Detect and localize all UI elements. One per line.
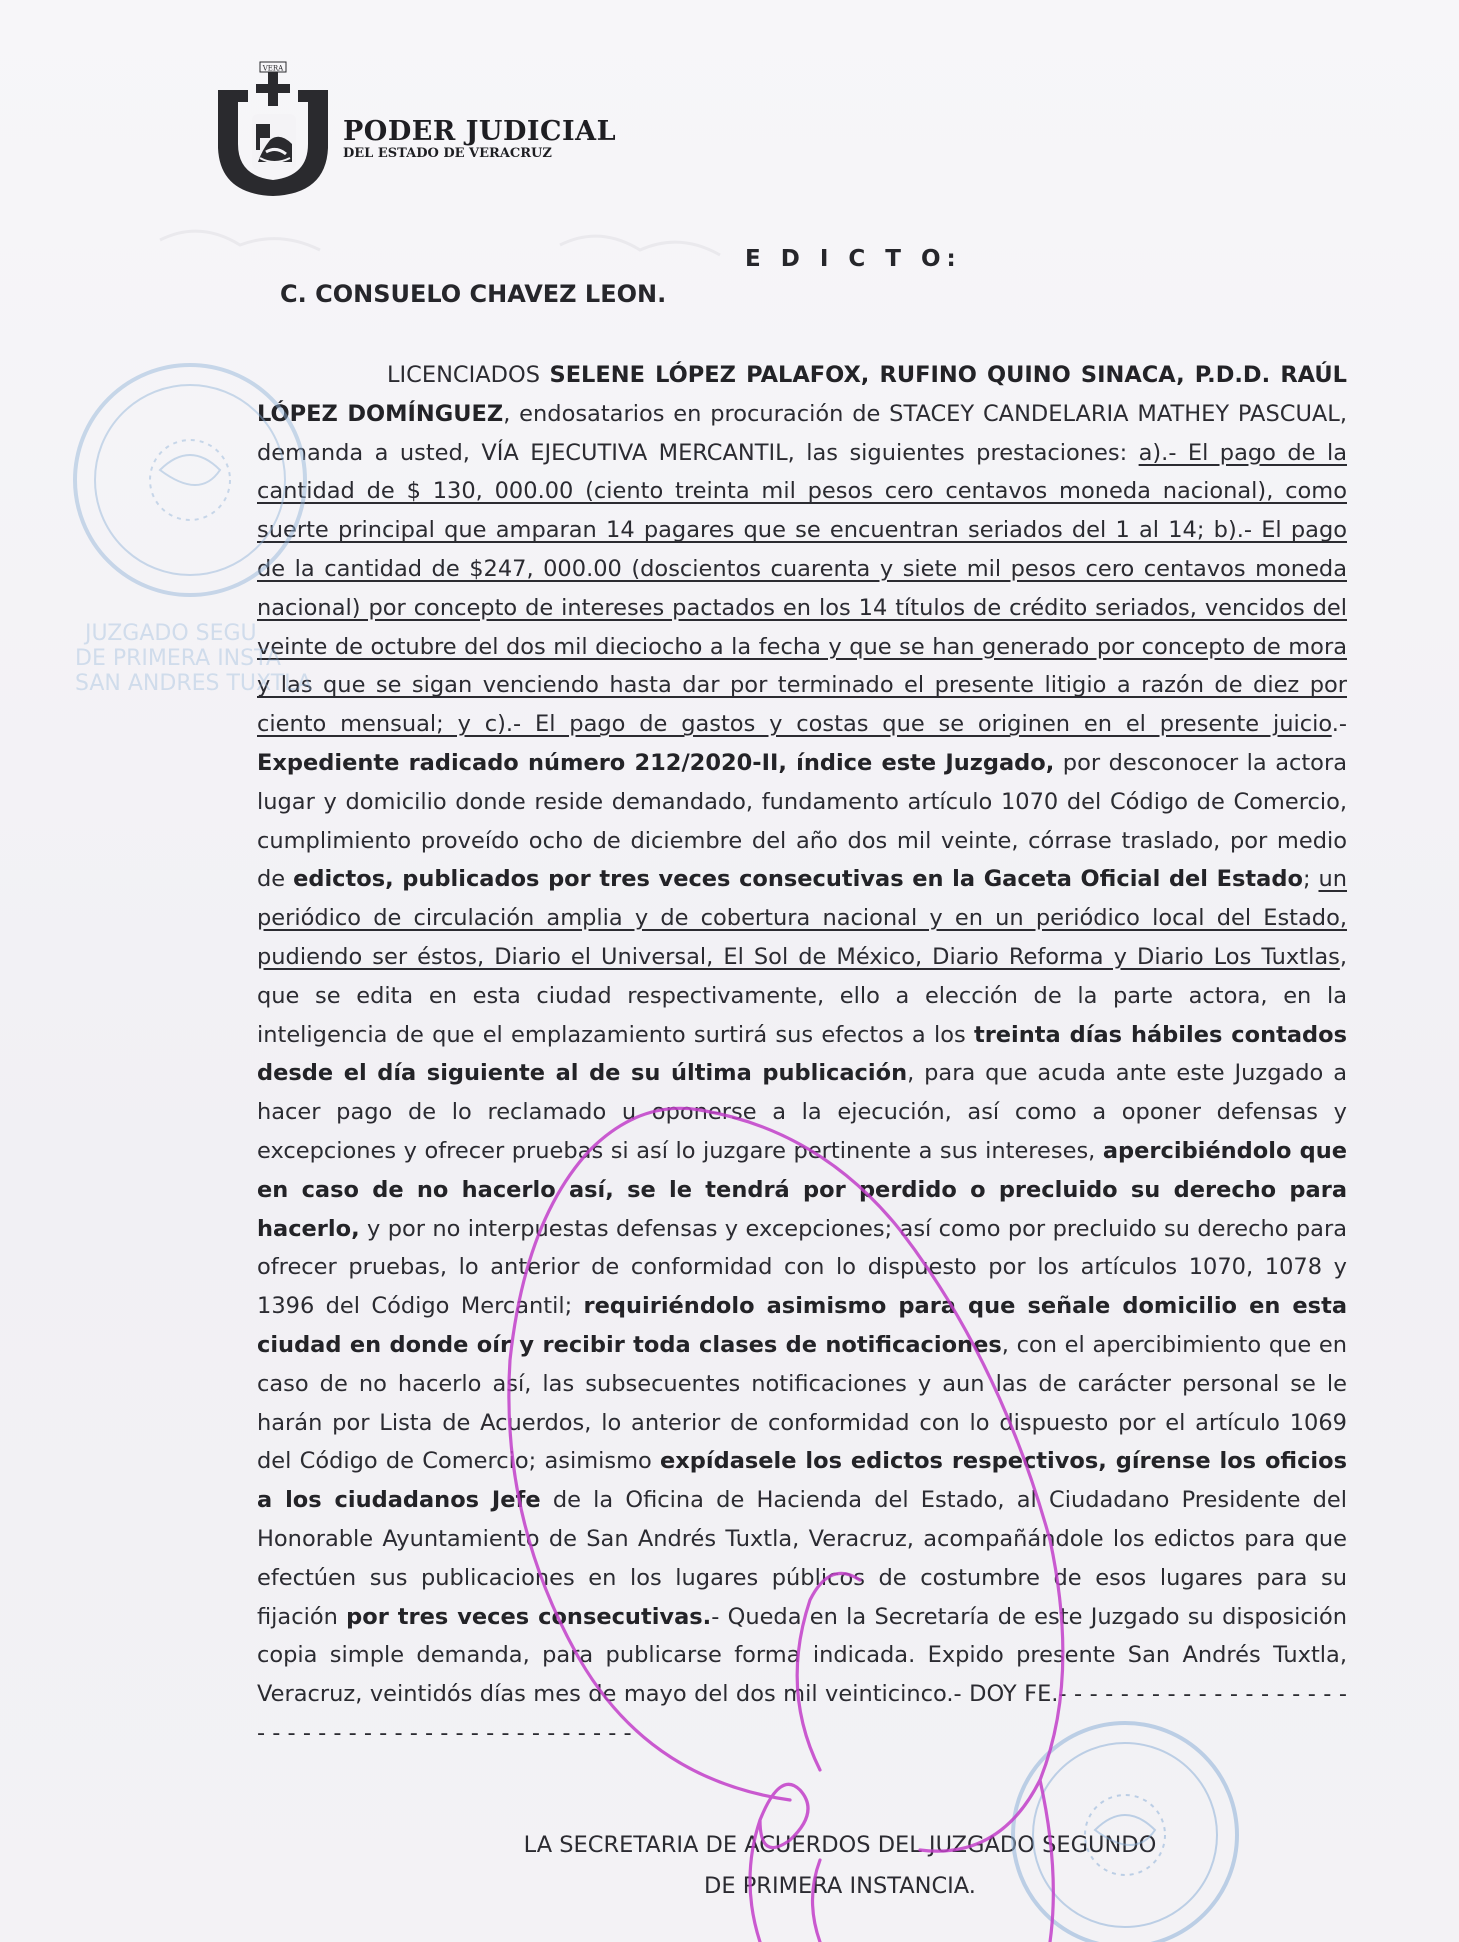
- signature-title-line-1: LA SECRETARIA DE ACUERDOS DEL JUZGADO SEGUNDO: [523, 1832, 1157, 1858]
- faint-watermark: [160, 231, 720, 255]
- body-text: , con el apercibimiento que en caso de no hacerlo así, las subsecuentes notificaciones y aun las de carácter personal se le harán por Lista de Acuerdos, lo anterior de conformidad con lo dispuesto por el artículo 1069 del Código de Comercio; asimismo: [257, 1331, 1347, 1475]
- seal-text: VERA: [262, 64, 284, 73]
- poder-judicial-seal-icon: [208, 58, 338, 198]
- body-text: , endosatarios en procuración de STACEY CANDELARIA MATHEY PASCUAL, demanda a usted, VÍA EJECUTIVA MERCANTIL, las siguientes prestaciones:: [257, 400, 1347, 466]
- body-text: y por no interpuestas defensas y excepciones; así como por precluido su derecho para ofrecer pruebas, lo anterior de conformidad con lo dispuesto por los artículos 1070, 1078 y 1396 del Código Mercantil;: [257, 1215, 1347, 1320]
- body-underlined-claims: a).- El pago de la cantidad de $ 130, 000.00 (ciento treinta mil pesos cero centavos moneda nacional), como suerte principal que amparan 14 pagares que se encuentran seriados del 1 al 14; b).- El pago de la cantidad de $247, 000.00 (doscientos cuarenta y siete mil pesos cero centavos moneda nacional) por concepto de intereses pactados en los 14 títulos de crédito seriados, vencidos del veinte de octubre del dos mil dieciocho a la fecha y que se han generado por concepto de mora y las que se sigan venciendo hasta dar por terminado el presente litigio a razón de diez por ciento mensual; y c).- El pago de gastos y costas que se originen en el presente juicio: [257, 439, 1347, 738]
- org-subtitle: DEL ESTADO DE VERACRUZ: [343, 146, 552, 161]
- document-title: E D I C T O:: [745, 246, 962, 272]
- body-text: de la Oficina de Hacienda del Estado, al Ciudadano Presidente del Honorable Ayuntamiento de San Andrés Tuxtla, Veracruz, acompañándole los edictos para que efectúen sus publicaciones en los lugares públicos de costumbre de esos lugares para su fijación: [257, 1487, 1347, 1630]
- body-text: .-: [1331, 711, 1347, 738]
- svg-text:SAN ANDRES TUXTLA: SAN ANDRES TUXTLA: [75, 671, 312, 696]
- body-bold-edicts: edictos, publicados por tres veces consecutivas en la Gaceta Oficial del Estado: [293, 866, 1303, 893]
- addressee: C. CONSUELO CHAVEZ LEON.: [280, 280, 667, 308]
- body-bold-file-number: Expediente radicado número 212/2020-II, índice este Juzgado,: [257, 749, 1055, 776]
- svg-text:DE PRIMERA INSTA: DE PRIMERA INSTA: [75, 646, 281, 671]
- body-bold-three-times: por tres veces consecutivas.: [346, 1603, 712, 1630]
- body-text: , que se edita en esta ciudad respectivamente, ello a elección de la parte actora, en la inteligencia de que el emplazamiento surtirá sus efectos a los: [257, 943, 1347, 1048]
- body-text: ;: [1302, 866, 1319, 893]
- body-text: por desconocer la actora lugar y domicilio donde reside demandado, fundamento artículo 1070 del Código de Comercio, cumplimiento proveído ocho de diciembre del año dos mil veinte, córrase traslado, por medio de: [257, 749, 1347, 893]
- body-bold-offices: expídasele los edictos respectivos, gírense los oficios a los ciudadanos Jefe: [257, 1448, 1347, 1514]
- body-bold-names: SELENE LÓPEZ PALAFOX, RUFINO QUINO SINACA, P.D.D. RAÚL LÓPEZ DOMÍNGUEZ: [257, 362, 1347, 427]
- body-bold-warning: apercibiéndolo que en caso de no hacerlo así, se le tendrá por perdido o precluido su derecho para hacerlo,: [257, 1137, 1347, 1242]
- body-text: , para que acuda ante este Juzgado a hacer pago de lo reclamado u oponerse a la ejecución, así como a oponer defensas y excepciones y ofrecer pruebas si así lo juzgare pertinente a sus intereses,: [257, 1060, 1347, 1164]
- body-bold-domicile: requiriéndolo asimismo para que señale domicilio en esta ciudad en donde oír y recibir toda clases de notificaciones: [257, 1293, 1348, 1358]
- signature-title-line-2: DE PRIMERA INSTANCIA.: [704, 1873, 976, 1899]
- org-name: PODER JUDICIAL: [343, 116, 617, 147]
- body-underlined-newspapers: un periódico de circulación amplia y de cobertura nacional y en un periódico local del Estado, pudiendo ser éstos, Diario el Universal, El Sol de México, Diario Reforma y Diario Los Tuxtlas: [257, 866, 1348, 970]
- body-bold-term: treinta días hábiles contados desde el día siguiente al de su última publicación: [257, 1021, 1347, 1087]
- svg-text:JUZGADO SEGU: JUZGADO SEGU: [85, 621, 257, 646]
- body-text-closing: - Queda en la Secretaría de este Juzgado su disposición copia simple demanda, para publicarse forma indicada. Expido presente San Andrés Tuxtla, Veracruz, veintidós días mes de mayo del dos mil veinticinco.- DOY FE.- - - - - - - - - - - - - - - - - - - - - - - - - - - - - - - - - - - - - - - - - - - -: [257, 1603, 1347, 1746]
- body-text: LICENCIADOS: [387, 362, 550, 388]
- edict-body: [257, 356, 1347, 1753]
